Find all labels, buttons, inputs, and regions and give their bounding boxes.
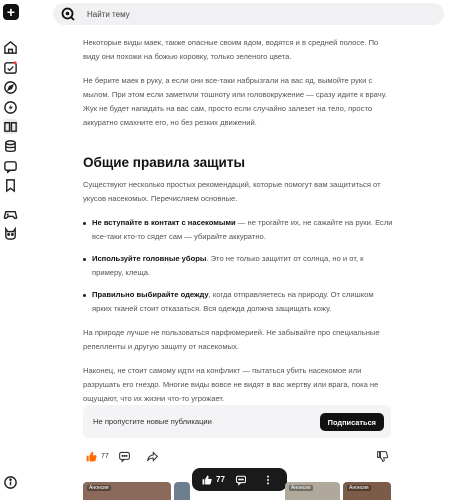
info-icon[interactable] bbox=[3, 475, 18, 490]
more-icon bbox=[262, 474, 274, 486]
related-card-thumbnail[interactable] bbox=[174, 482, 190, 500]
list-item bbox=[83, 216, 393, 244]
thumbnail-label: Анонсия bbox=[349, 485, 369, 491]
list-item-text: , когда отправляетесь на природу. От слишком ярких тканей стоит отказаться. Вся одежда должна защищать кожу. bbox=[92, 290, 374, 313]
comment-icon bbox=[235, 474, 247, 486]
compass-icon[interactable] bbox=[3, 80, 18, 95]
article-actions bbox=[83, 446, 391, 466]
search-icon bbox=[60, 6, 76, 22]
floating-comment-button[interactable] bbox=[235, 473, 247, 486]
plus-logo-icon[interactable]: + bbox=[3, 4, 19, 20]
comment-icon bbox=[118, 450, 131, 463]
paragraph: Существуют несколько простых рекомендаций, которые помогут вам защититься от укусов насекомых. Перечисляем основные. bbox=[83, 180, 381, 203]
floating-like-button[interactable] bbox=[201, 473, 225, 486]
thumbs-up-icon bbox=[201, 474, 213, 486]
left-rail bbox=[0, 0, 22, 500]
reader-icon[interactable] bbox=[3, 119, 18, 134]
subscribe-card bbox=[83, 405, 391, 438]
paragraph: На природе лучше не пользоваться парфюмерией. Не забывайте про специальные репелленты и другую защиту от насекомых. bbox=[83, 328, 380, 351]
thumbs-up-icon bbox=[85, 450, 98, 463]
floating-more-button[interactable] bbox=[262, 473, 274, 486]
paragraph: Наконец, не стоит самому идти на конфликт — пытаться убить насекомое или разрушать его гнездо. Многие виды вовсе не видят в вас жертву или врага, пока не ощущают, что их жизни что-то угрожает. bbox=[83, 366, 379, 403]
bookmark-icon[interactable] bbox=[3, 178, 18, 193]
list-item bbox=[83, 252, 393, 280]
comment-button[interactable] bbox=[118, 449, 131, 463]
gamepad-icon[interactable] bbox=[3, 207, 18, 222]
list-item-text: . Это не только защитит от солнца, но и от, к примеру, клеща. bbox=[92, 254, 364, 277]
search-input[interactable] bbox=[87, 6, 427, 22]
list-item-bold: Не вступайте в контакт с насекомыми bbox=[92, 218, 236, 227]
floating-action-bar bbox=[192, 468, 287, 491]
related-card-thumbnail[interactable] bbox=[285, 482, 340, 500]
article-body bbox=[83, 36, 393, 416]
dislike-button[interactable] bbox=[376, 449, 389, 463]
subscribe-text: Не пропустите новые публикации bbox=[93, 417, 212, 426]
related-card-thumbnail[interactable] bbox=[343, 482, 391, 500]
section-heading: Общие правила защиты bbox=[83, 155, 245, 170]
list-item-bold: Используйте головные уборы bbox=[92, 254, 207, 263]
like-count: 77 bbox=[101, 452, 109, 460]
top-header bbox=[22, 0, 471, 30]
paragraph: Не берите маек в руку, а если они все-таки набрызгали на вас яд, вымойте руки с мылом. При этом если заметили тошноту или головокружение — сразу идите к врачу. Жук не будет нападать на вас сам, просто если случайно залезет на тело, просто аккуратно смахните его, но без резких движений. bbox=[83, 76, 387, 127]
related-card-thumbnail[interactable] bbox=[83, 482, 171, 500]
list-item bbox=[83, 288, 393, 316]
lightning-icon[interactable] bbox=[3, 100, 18, 115]
cat-icon[interactable] bbox=[3, 226, 18, 241]
calendar-check-icon[interactable] bbox=[3, 60, 18, 75]
list-item-bold: Правильно выбирайте одежду bbox=[92, 290, 209, 299]
thumbs-down-icon bbox=[376, 450, 389, 463]
home-icon[interactable] bbox=[3, 40, 18, 55]
share-icon bbox=[146, 450, 159, 463]
paragraph: Некоторые виды маек, также опасные своим ядом, водятся и в средней полосе. По виду они похожи на божью коровку, только зеленого цвета. bbox=[83, 38, 379, 61]
thumbnail-label: Анонсия bbox=[89, 485, 109, 491]
floating-like-count: 77 bbox=[216, 475, 225, 484]
subscribe-button[interactable]: Подписаться bbox=[320, 413, 384, 431]
search-bar[interactable] bbox=[53, 3, 444, 25]
like-button[interactable] bbox=[85, 449, 109, 463]
chat-icon[interactable] bbox=[3, 159, 18, 174]
tips-list bbox=[83, 216, 393, 316]
database-icon[interactable] bbox=[3, 139, 18, 154]
list-item-text: — не трогайте их, не сажайте на руки. Если все-таки кто-то сядет сам — убирайте аккуратно. bbox=[92, 218, 393, 241]
thumbnail-label: Анонсия bbox=[291, 485, 311, 491]
share-button[interactable] bbox=[146, 449, 159, 463]
